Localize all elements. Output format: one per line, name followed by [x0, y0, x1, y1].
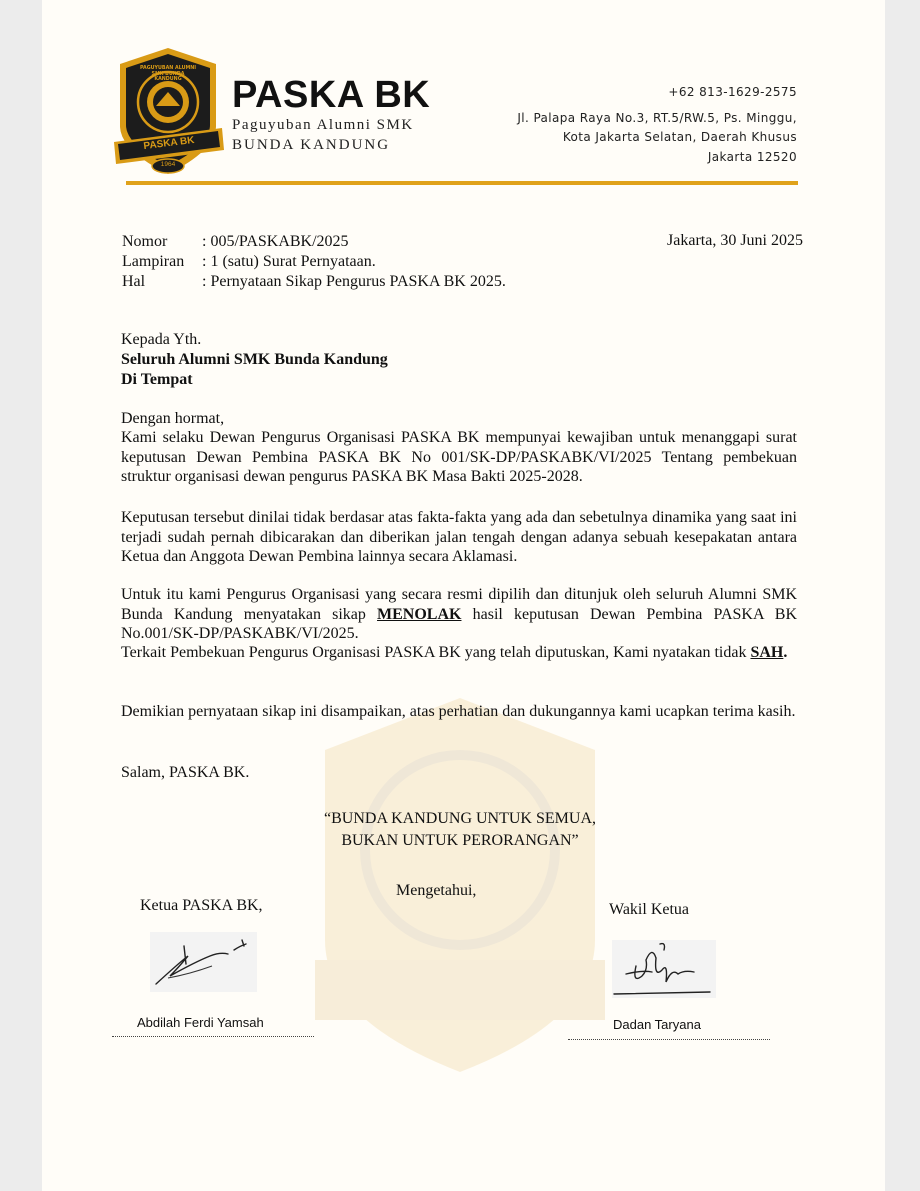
logo-text-layer: [112, 46, 224, 178]
motto-line-1: “BUNDA KANDUNG UNTUK SEMUA,: [324, 810, 596, 827]
address-line-3: Jakarta 12520: [707, 150, 797, 164]
address-line-2: Kota Jakarta Selatan, Daerah Khusus: [562, 130, 797, 144]
right-signature: [612, 940, 716, 998]
right-signature-box: [612, 940, 716, 998]
logo-emblem-text: PAGUYUBAN ALUMNI SMK BUNDA KANDUNG: [139, 66, 197, 82]
phone-number: +62 813-1629-2575: [668, 85, 797, 99]
motto-line-2: BUKAN UNTUK PERORANGAN”: [341, 832, 579, 849]
right-signatory-name: Dadan Taryana: [613, 1017, 701, 1032]
center-signatory-title: Mengetahui,: [396, 882, 477, 899]
paragraph-1: Kami selaku Dewan Pengurus Organisasi PASKA BK mempunyai kewajiban untuk menanggapi surat keputusan Dewan Pembina PASKA BK No 001/SK-DP/PASKABK/VI/2025 Tentang pembekuan struktur organisasi dewan pengurus PASKA BK Masa Bakti 2025-2028.: [121, 429, 797, 485]
meta-nomor: [122, 232, 349, 252]
address-line-1: Jl. Palapa Raya No.3, RT.5/RW.5, Ps. Minggu,: [517, 111, 797, 125]
left-signature: [150, 932, 257, 992]
paragraph-3: [121, 585, 797, 644]
nomor-value: : 005/PASKABK/2025: [202, 233, 349, 250]
hal-label: Hal: [122, 273, 146, 290]
recipient-line-3: Di Tempat: [121, 371, 193, 388]
paragraph-4-pre: Terkait Pembekuan Pengurus Organisasi PASKA BK yang telah diputuskan, Kami nyatakan tidak: [121, 644, 751, 661]
paragraph-3-post: hasil keputusan Dewan Pembina PASKA BK No.001/SK-DP/PASKABK/VI/2025.: [121, 605, 798, 642]
logo-year: 1964: [160, 161, 176, 168]
recipient-line-1: Kepada Yth.: [121, 331, 202, 348]
left-signatory-title: Ketua PASKA BK,: [140, 897, 263, 914]
brand-title: PASKA BK: [232, 74, 431, 116]
paragraph-3-pre: Untuk itu kami Pengurus Organisasi yang secara resmi dipilih dan ditunjuk oleh seluruh Alumni SMK Bunda Kandung menyatakan sikap: [121, 586, 797, 623]
nomor-label: Nomor: [122, 233, 168, 250]
paragraph-5: Demikian pernyataan sikap ini disampaikan, atas perhatian dan dukungannya kami ucapkan terima kasih.: [121, 703, 796, 720]
paragraph-2: Keputusan tersebut dinilai tidak berdasar atas fakta-fakta yang ada dan sebetulnya dinamika yang saat ini terjadi sudah pernah dibicarakan dan diberikan jalan tengah dengan adanya sebuah kesepakatan antara Ketua dan Anggota Dewan Pembina lainnya secara Aklamasi.: [121, 509, 797, 565]
logo-banner-text: PASKA BK: [142, 134, 196, 153]
closing: Salam, PASKA BK.: [121, 764, 250, 781]
meta-lampiran: [122, 252, 376, 272]
paragraph-4-emphasis: SAH: [750, 644, 784, 661]
hal-value: : Pernyataan Sikap Pengurus PASKA BK 2025.: [202, 273, 506, 290]
brand-subtitle-2: BUNDA KANDUNG: [232, 137, 391, 153]
paragraph-3-emphasis: MENOLAK: [377, 605, 462, 623]
header-rule: [126, 181, 798, 185]
meta-hal: [122, 272, 506, 292]
brand-subtitle-1: Paguyuban Alumni SMK: [232, 117, 414, 133]
lampiran-value: : 1 (satu) Surat Pernyataan.: [202, 253, 376, 270]
left-signatory-name: Abdilah Ferdi Yamsah: [137, 1015, 264, 1030]
paragraph-4-post: .: [783, 644, 788, 661]
left-signature-box: [150, 932, 257, 992]
lampiran-label: Lampiran: [122, 253, 185, 270]
greeting: Dengan hormat,: [121, 410, 225, 427]
right-signature-line: [568, 1039, 770, 1040]
recipient-line-2: Seluruh Alumni SMK Bunda Kandung: [121, 351, 388, 368]
left-signature-line: [112, 1036, 314, 1037]
letter-date: Jakarta, 30 Juni 2025: [667, 232, 803, 249]
right-signatory-title: Wakil Ketua: [609, 901, 690, 918]
paragraph-4: [121, 643, 797, 663]
